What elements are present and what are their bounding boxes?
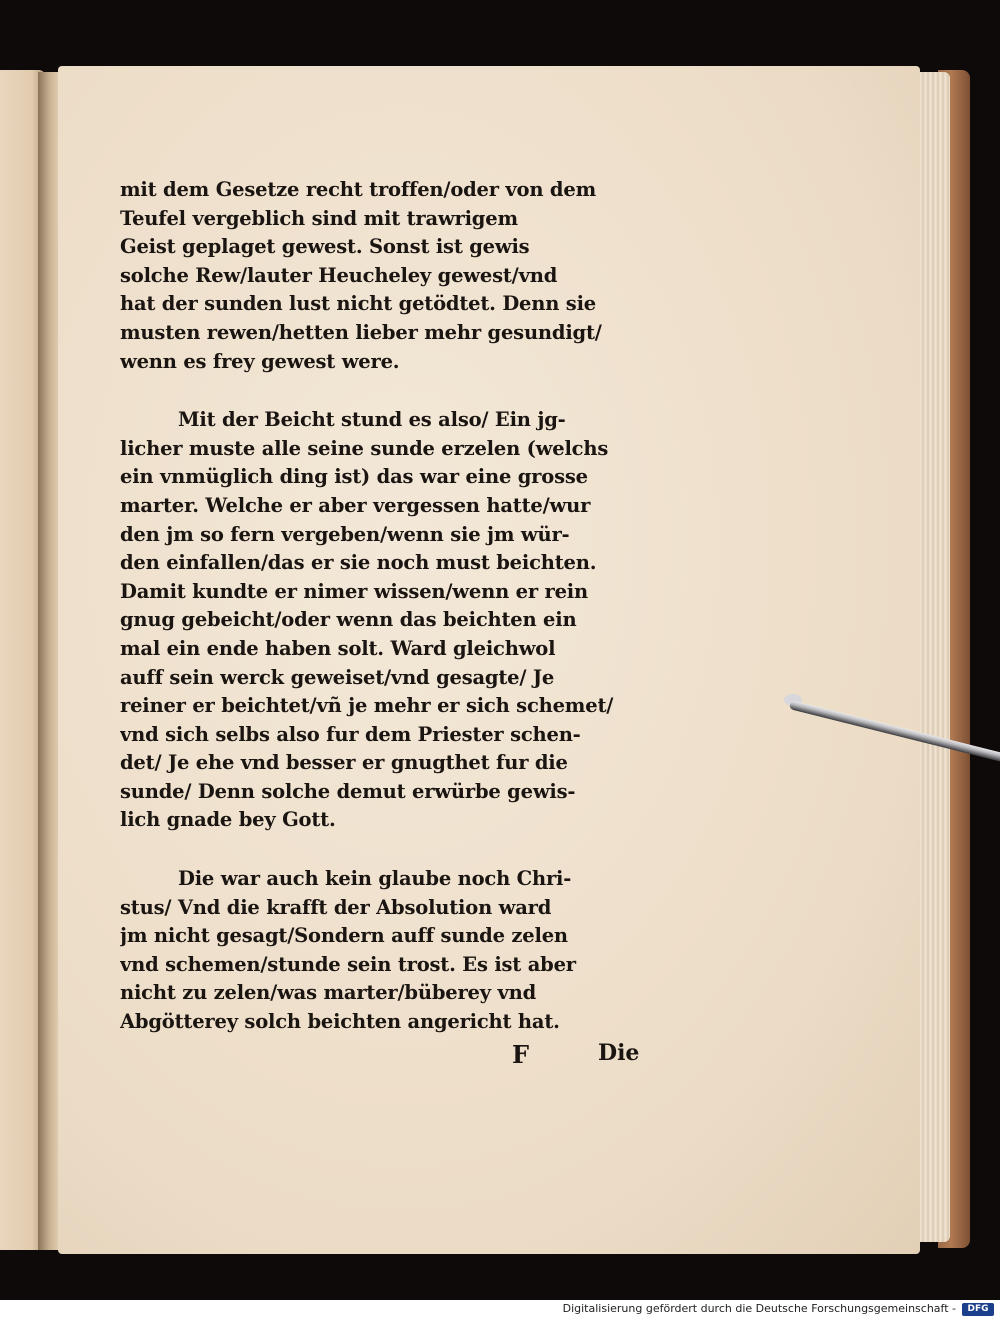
- page-text: [120, 176, 650, 1037]
- text-line: Mit der Beicht stund es also/ Ein jg-: [178, 408, 566, 432]
- text-line: lich gnade bey Gott.: [120, 808, 336, 832]
- text-line: ein vnmüglich ding ist) das war eine grosse: [120, 465, 588, 489]
- text-line: mal ein ende haben solt. Ward gleichwol: [120, 636, 556, 660]
- text-line: solche Rew/lauter Heucheley gewest/vnd: [120, 263, 558, 287]
- text-line: gnug gebeicht/oder wenn das beichten ein: [120, 608, 577, 632]
- text-line: vnd sich selbs also fur dem Priester schen-: [120, 722, 581, 746]
- text-line: jm nicht gesagt/Sondern auff sunde zelen: [120, 924, 568, 948]
- text-line: wenn es frey gewest were.: [120, 349, 400, 373]
- footer-attribution: Digitalisierung gefördert durch die Deutsche Forschungsgemeinschaft -: [562, 1302, 956, 1315]
- text-line: den jm so fern vergeben/wenn sie jm wür-: [120, 522, 570, 546]
- text-line: vnd schemen/stunde sein trost. Es ist aber: [120, 952, 576, 976]
- text-line: det/ Je ehe vnd besser er gnugthet fur die: [120, 751, 568, 775]
- text-line: auff sein werck geweiset/vnd gesagte/ Je: [120, 665, 555, 689]
- text-line: stus/ Vnd die krafft der Absolution ward: [120, 895, 552, 919]
- text-line: marter. Welche er aber vergessen hatte/wur: [120, 493, 591, 517]
- paragraph-gap: [120, 376, 650, 406]
- catchword: Die: [598, 1040, 640, 1066]
- text-line: Geist geplaget gewest. Sonst ist gewis: [120, 235, 530, 259]
- text-line: Damit kundte er nimer wissen/wenn er rein: [120, 579, 588, 603]
- text-line: reiner er beichtet/vñ je mehr er sich schemet/: [120, 694, 614, 718]
- text-line: licher muste alle seine sunde erzelen (welchs: [120, 436, 609, 460]
- text-line: Teufel vergeblich sind mit trawrigem: [120, 206, 518, 230]
- text-line: hat der sunden lust nicht getödtet. Denn sie: [120, 292, 596, 316]
- footer-bar: [0, 1300, 1000, 1320]
- text-line: den einfallen/das er sie noch must beichten.: [120, 551, 597, 575]
- text-line: mit dem Gesetze recht troffen/oder von dem: [120, 178, 597, 201]
- text-line: nicht zu zelen/was marter/büberey vnd: [120, 981, 537, 1005]
- text-line: Abgötterey solch beichten angericht hat.: [120, 1010, 560, 1034]
- text-line: sunde/ Denn solche demut erwürbe gewis-: [120, 779, 576, 803]
- signature-mark: F: [512, 1040, 530, 1069]
- text-line: musten rewen/hetten lieber mehr gesundigt/: [120, 320, 602, 344]
- dfg-logo: DFG: [962, 1303, 994, 1316]
- paragraph-gap: [120, 835, 650, 865]
- text-line: Die war auch kein glaube noch Chri-: [178, 867, 572, 891]
